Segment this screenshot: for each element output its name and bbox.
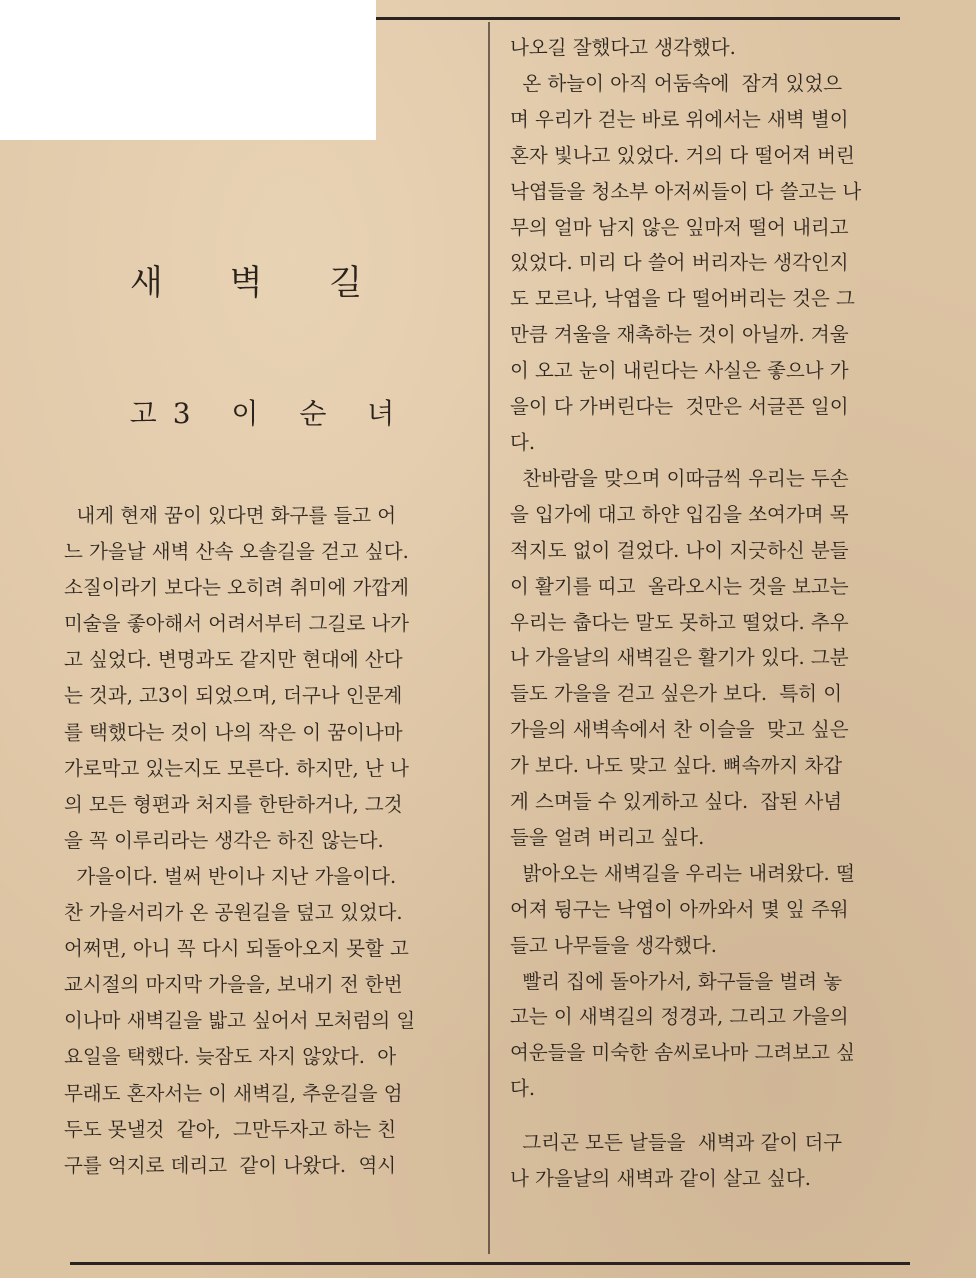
text-line: 무의 얼마 남지 않은 잎마저 떨어 내리고 (510, 215, 849, 239)
column-divider (488, 22, 490, 1254)
text-line: 가로막고 있는지도 모른다. 하지만, 난 나 (64, 756, 409, 780)
text-line: 교시절의 마지막 가을을, 보내기 전 한번 (64, 973, 403, 997)
text-line: 들고 나무들을 생각했다. (510, 933, 717, 957)
text-line: 만큼 겨울을 재촉하는 것이 아닐까. 겨울 (510, 323, 849, 347)
text-line: 고 싶었다. 변명과도 같지만 현대에 산다 (64, 648, 403, 672)
text-line: 을 꼭 이루리라는 생각은 하진 않는다. (64, 828, 384, 852)
text-line: 온 하늘이 아직 어둠속에 잠겨 있었으 (510, 71, 843, 95)
text-line: 나 가을날의 새벽길은 활기가 있다. 그분 (510, 646, 849, 670)
text-line: 무래도 혼자서는 이 새벽길, 추운길을 엄 (64, 1081, 403, 1105)
paragraph-gap (510, 1107, 910, 1125)
text-line: 느 가을날 새벽 산속 오솔길을 걷고 싶다. (64, 540, 409, 564)
text-line: 혼자 빛나고 있었다. 거의 다 떨어져 버린 (510, 143, 855, 167)
text-line: 이 오고 눈이 내린다는 사실은 좋으나 가 (510, 359, 849, 383)
blank-scan-patch (0, 0, 376, 140)
text-line: 다. (510, 1077, 536, 1101)
text-line: 이 활기를 띠고 올라오시는 것을 보고는 (510, 574, 849, 598)
text-line: 소질이라기 보다는 오히려 취미에 가깝게 (64, 576, 410, 600)
article-title: 새 벽 길 (129, 263, 391, 303)
text-line: 나오길 잘했다고 생각했다. (510, 36, 736, 59)
text-line: 내게 현재 꿈이 있다면 화구를 들고 어 (64, 504, 397, 527)
left-column-text (64, 498, 474, 1184)
text-line: 들을 얼려 버리고 싶다. (510, 825, 705, 849)
article-byline: 고3 이 순 녀 (129, 397, 411, 430)
text-line: 두도 못낼것 같아, 그만두자고 하는 친 (64, 1117, 397, 1141)
text-line: 나 가을날의 새벽과 같이 살고 싶다. (510, 1167, 811, 1191)
text-line: 가을의 새벽속에서 찬 이슬을 맞고 싶은 (510, 718, 849, 742)
text-line: 그리곤 모든 날들을 새벽과 같이 더구 (510, 1131, 843, 1155)
text-line: 밝아오는 새벽길을 우리는 내려왔다. 떨 (510, 861, 855, 885)
text-line: 찬 가을서리가 온 공원길을 덮고 있었다. (64, 901, 403, 925)
text-line: 도 모르나, 낙엽을 다 떨어버리는 것은 그 (510, 287, 855, 311)
text-line: 들도 가을을 걷고 싶은가 보다. 특히 이 (510, 682, 843, 706)
text-line: 빨리 집에 돌아가서, 화구들을 벌려 놓 (510, 969, 843, 993)
text-line: 의 모든 형편과 처지를 한탄하거나, 그것 (64, 792, 403, 816)
text-line: 을 입가에 대고 하얀 입김을 쏘여가며 목 (510, 502, 849, 526)
text-line: 있었다. 미리 다 쓸어 버리자는 생각인지 (510, 251, 849, 275)
right-column-text (510, 30, 910, 1197)
text-line: 을이 다 가버린다는 것만은 서글픈 일이 (510, 395, 849, 419)
text-line: 여운들을 미숙한 솜씨로나마 그려보고 싶 (510, 1041, 856, 1065)
text-line: 적지도 없이 걸었다. 나이 지긋하신 분들 (510, 538, 849, 562)
text-line: 는 것과, 고3이 되었으며, 더구나 인문계 (64, 684, 403, 708)
text-line: 어져 뒹구는 낙엽이 아까와서 몇 잎 주워 (510, 897, 849, 921)
text-line: 미술을 좋아해서 어려서부터 그길로 나가 (64, 612, 410, 636)
text-line: 다. (510, 430, 536, 454)
text-line: 를 택했다는 것이 나의 작은 이 꿈이나마 (64, 720, 403, 744)
text-line: 낙엽들을 청소부 아저씨들이 다 쓸고는 나 (510, 179, 862, 203)
text-line: 우리는 춥다는 말도 못하고 떨었다. 추우 (510, 610, 849, 634)
bottom-rule (70, 1262, 910, 1265)
text-line: 이나마 새벽길을 밟고 싶어서 모처럼의 일 (64, 1009, 416, 1033)
text-line: 고는 이 새벽길의 정경과, 그리고 가을의 (510, 1005, 849, 1029)
text-line: 요일을 택했다. 늦잠도 자지 않았다. 아 (64, 1045, 397, 1069)
text-line: 찬바람을 맞으며 이따금씩 우리는 두손 (510, 466, 849, 490)
text-line: 가 보다. 나도 맞고 싶다. 뼈속까지 차갑 (510, 754, 843, 778)
text-line: 가을이다. 벌써 반이나 지난 가을이다. (64, 864, 397, 888)
text-line: 구를 억지로 데리고 같이 나왔다. 역시 (64, 1153, 397, 1177)
text-line: 며 우리가 걷는 바로 위에서는 새벽 별이 (510, 107, 849, 131)
text-line: 어쩌면, 아니 꼭 다시 되돌아오지 못할 고 (64, 937, 409, 961)
text-line: 게 스며들 수 있게하고 싶다. 잡된 사념 (510, 790, 843, 814)
top-rule (376, 17, 900, 20)
